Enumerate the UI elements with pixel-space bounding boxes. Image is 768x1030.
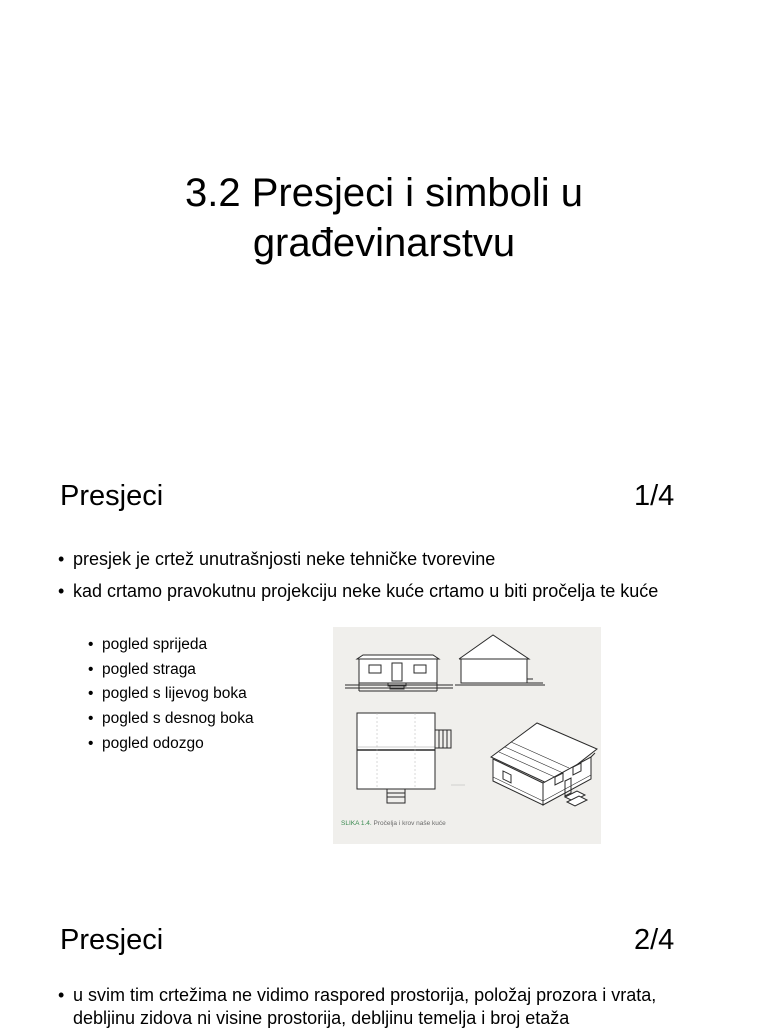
sub-bullet-item: • pogled straga — [88, 658, 254, 683]
house-front-view — [345, 655, 453, 691]
title-slide — [0, 0, 768, 432]
sub-bullet-item: • pogled s desnog boka — [88, 707, 254, 732]
house-isometric-view — [491, 723, 597, 806]
bullet-item: • u svim tim crtežima ne vidimo raspored prostorija, položaj prozora i vrata, debljinu zidova ni visine prostorija, debljinu temelja i broj etaža — [58, 984, 708, 1030]
main-title-line-2: građevinarstvu — [252, 221, 516, 265]
slide-presjeci-2 — [0, 888, 768, 1028]
main-title-line-1: 3.2 Presjeci i simboli u — [185, 171, 583, 215]
house-top-view — [357, 713, 465, 803]
figure-caption-text: Pročelja i krov naše kuće — [373, 820, 446, 827]
main-title — [60, 168, 708, 268]
sub-bullet-item: • pogled sprijeda — [88, 633, 254, 658]
bullet-item: • presjek je crtež unutrašnjosti neke tehničke tvorevine — [58, 548, 708, 571]
figure-caption-tag: SLIKA 1.4. — [341, 820, 372, 827]
figure-caption — [341, 820, 446, 828]
house-drawings — [333, 627, 601, 844]
slide-page-number: 2/4 — [634, 924, 675, 956]
bullet-list — [58, 548, 708, 612]
house-projections-figure — [333, 627, 601, 844]
slide-page-number: 1/4 — [634, 480, 675, 512]
sub-bullet-list — [88, 633, 254, 757]
sub-bullet-item: • pogled odozgo — [88, 732, 254, 757]
bullet-list — [58, 984, 708, 1030]
slide-heading: Presjeci — [60, 480, 164, 512]
slide-presjeci-1 — [0, 444, 768, 876]
sub-bullet-item: • pogled s lijevog boka — [88, 682, 254, 707]
house-side-view — [455, 635, 545, 685]
slide-heading: Presjeci — [60, 924, 164, 956]
bullet-item: • kad crtamo pravokutnu projekciju neke kuće crtamo u biti pročelja te kuće — [58, 580, 708, 603]
